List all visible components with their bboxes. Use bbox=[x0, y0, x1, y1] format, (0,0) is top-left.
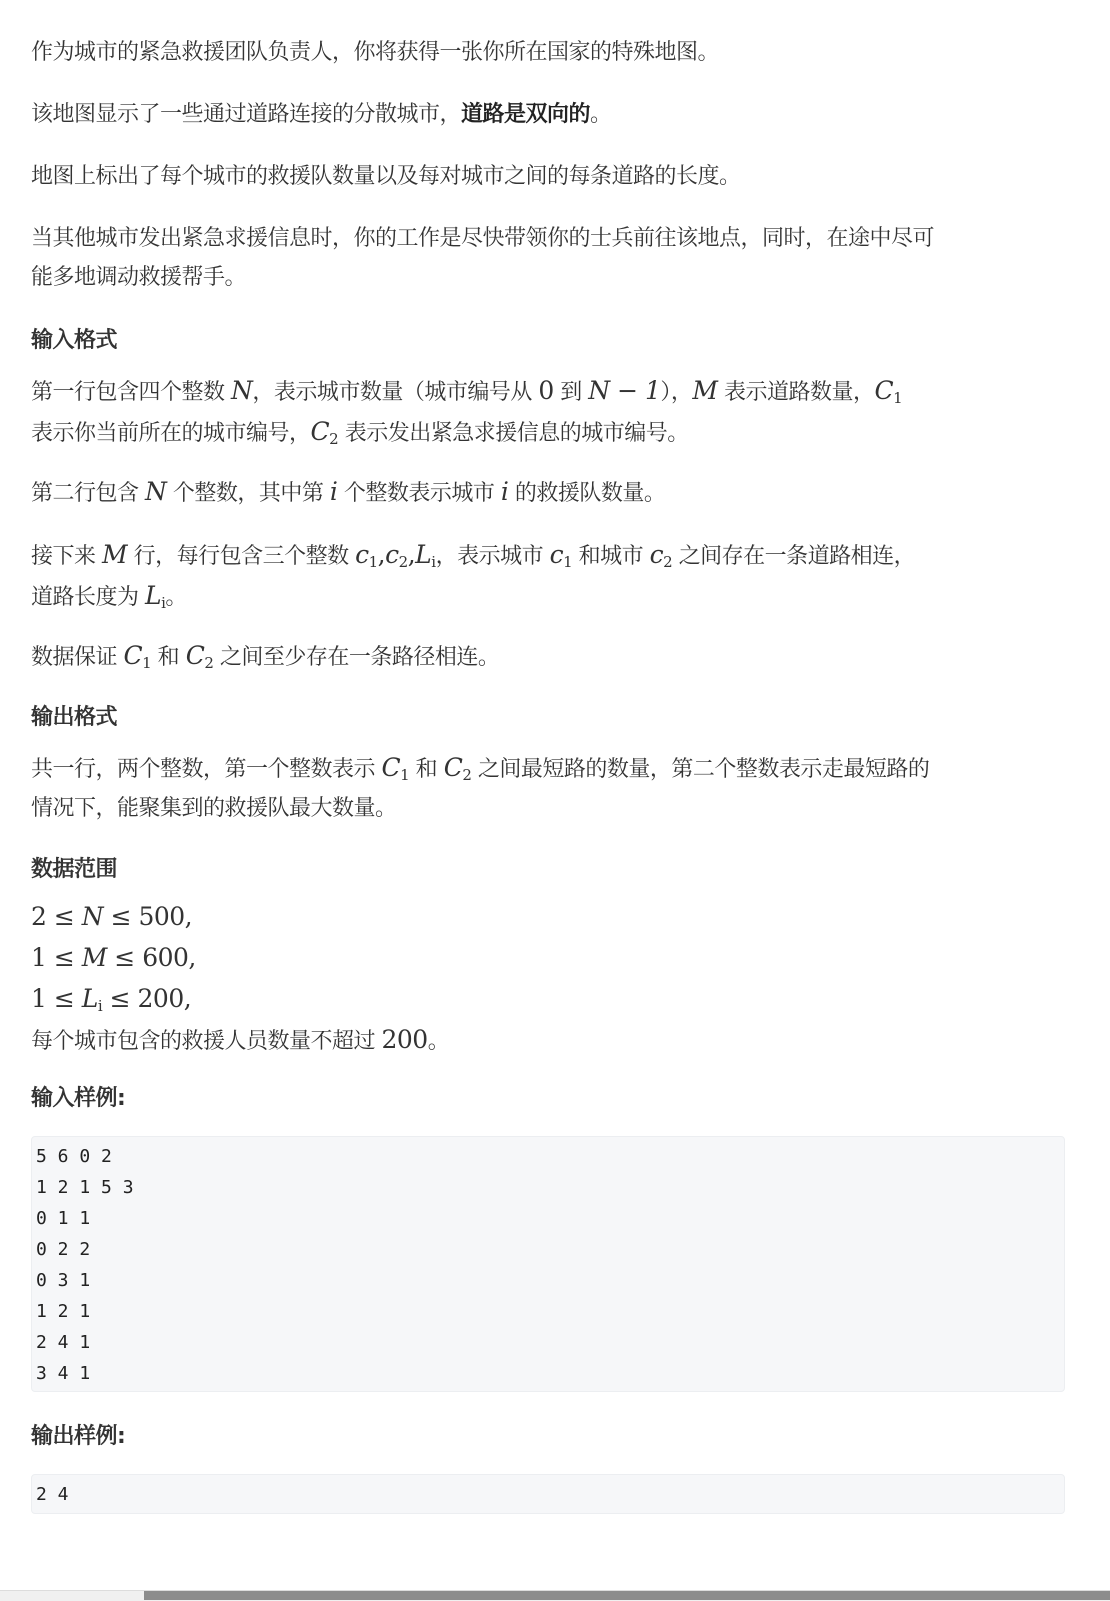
code-line: 0 2 2 bbox=[36, 1239, 91, 1260]
input-format-paragraph-2: 第二行包含 N 个整数，其中第 i 个整数表示城市 i 的救援队数量。 bbox=[31, 477, 666, 506]
code-line: 2 4 bbox=[36, 1484, 69, 1505]
sample-input-block[interactable] bbox=[31, 1136, 1065, 1392]
sample-output-heading: 输出样例: bbox=[31, 1424, 126, 1449]
constraint-l: $1 \le L_i \le 200$, bbox=[31, 984, 192, 1015]
code-line: 0 1 1 bbox=[36, 1208, 91, 1229]
intro-paragraph-2: 该地图显示了一些通过道路连接的分散城市，道路是双向的。 bbox=[31, 102, 612, 127]
constraint-rescuers: 每个城市包含的救援人员数量不超过 200。 bbox=[31, 1025, 450, 1054]
constraint-m: 1 ≤ M ≤ 600, bbox=[31, 943, 196, 972]
sample-output-block[interactable] bbox=[31, 1474, 1065, 1514]
input-format-paragraph-4: 数据保证 $C_1$ 和 $C_2$ 之间至少存在一条路径相连。 bbox=[31, 641, 500, 672]
input-format-paragraph-3: 接下来 M 行，每行包含三个整数 $c_1,c_2,L_i$，表示城市 $c_1$ 和城市 $c_2$ 之间存在一条道路相连， 道路长度为 $L_i$。 bbox=[31, 540, 916, 612]
constraints-heading: 数据范围 bbox=[31, 857, 118, 882]
code-line: 2 4 1 bbox=[36, 1332, 91, 1353]
code-line: 1 2 1 5 3 bbox=[36, 1177, 134, 1198]
sample-input-heading: 输入样例: bbox=[31, 1086, 126, 1111]
constraint-n: 2 ≤ N ≤ 500, bbox=[31, 902, 193, 931]
code-line: 3 4 1 bbox=[36, 1363, 91, 1384]
output-format-paragraph: 共一行，两个整数，第一个整数表示 $C_1$ 和 $C_2$ 之间最短路的数量，第二个整数表示走最短路的 情况下，能聚集到的救援队最大数量。 bbox=[31, 753, 930, 821]
horizontal-scrollbar-thumb[interactable] bbox=[144, 1591, 1110, 1600]
constraints-list bbox=[31, 897, 449, 1061]
intro-paragraph-3: 地图上标出了每个城市的救援队数量以及每对城市之间的每条道路的长度。 bbox=[31, 164, 741, 189]
input-format-heading: 输入格式 bbox=[31, 328, 118, 353]
intro-paragraph-4: 当其他城市发出紧急求援信息时，你的工作是尽快带领你的士兵前往该地点，同时，在途中尽可 能多地调动救援帮手。 bbox=[31, 226, 935, 290]
output-format-heading: 输出格式 bbox=[31, 705, 118, 730]
code-line: 1 2 1 bbox=[36, 1301, 91, 1322]
input-format-paragraph-1: 第一行包含四个整数 N，表示城市数量（城市编号从 0 到 N − 1），M 表示道路数量，$C_1$ 表示你当前所在的城市编号，$C_2$ 表示发出紧急求援信息的城市编号。 bbox=[31, 376, 903, 448]
bidirectional-emphasis: 道路是双向的 bbox=[461, 102, 591, 127]
code-line: 0 3 1 bbox=[36, 1270, 91, 1291]
code-line: 5 6 0 2 bbox=[36, 1146, 112, 1167]
intro-paragraph-1: 作为城市的紧急救援团队负责人，你将获得一张你所在国家的特殊地图。 bbox=[31, 40, 720, 65]
